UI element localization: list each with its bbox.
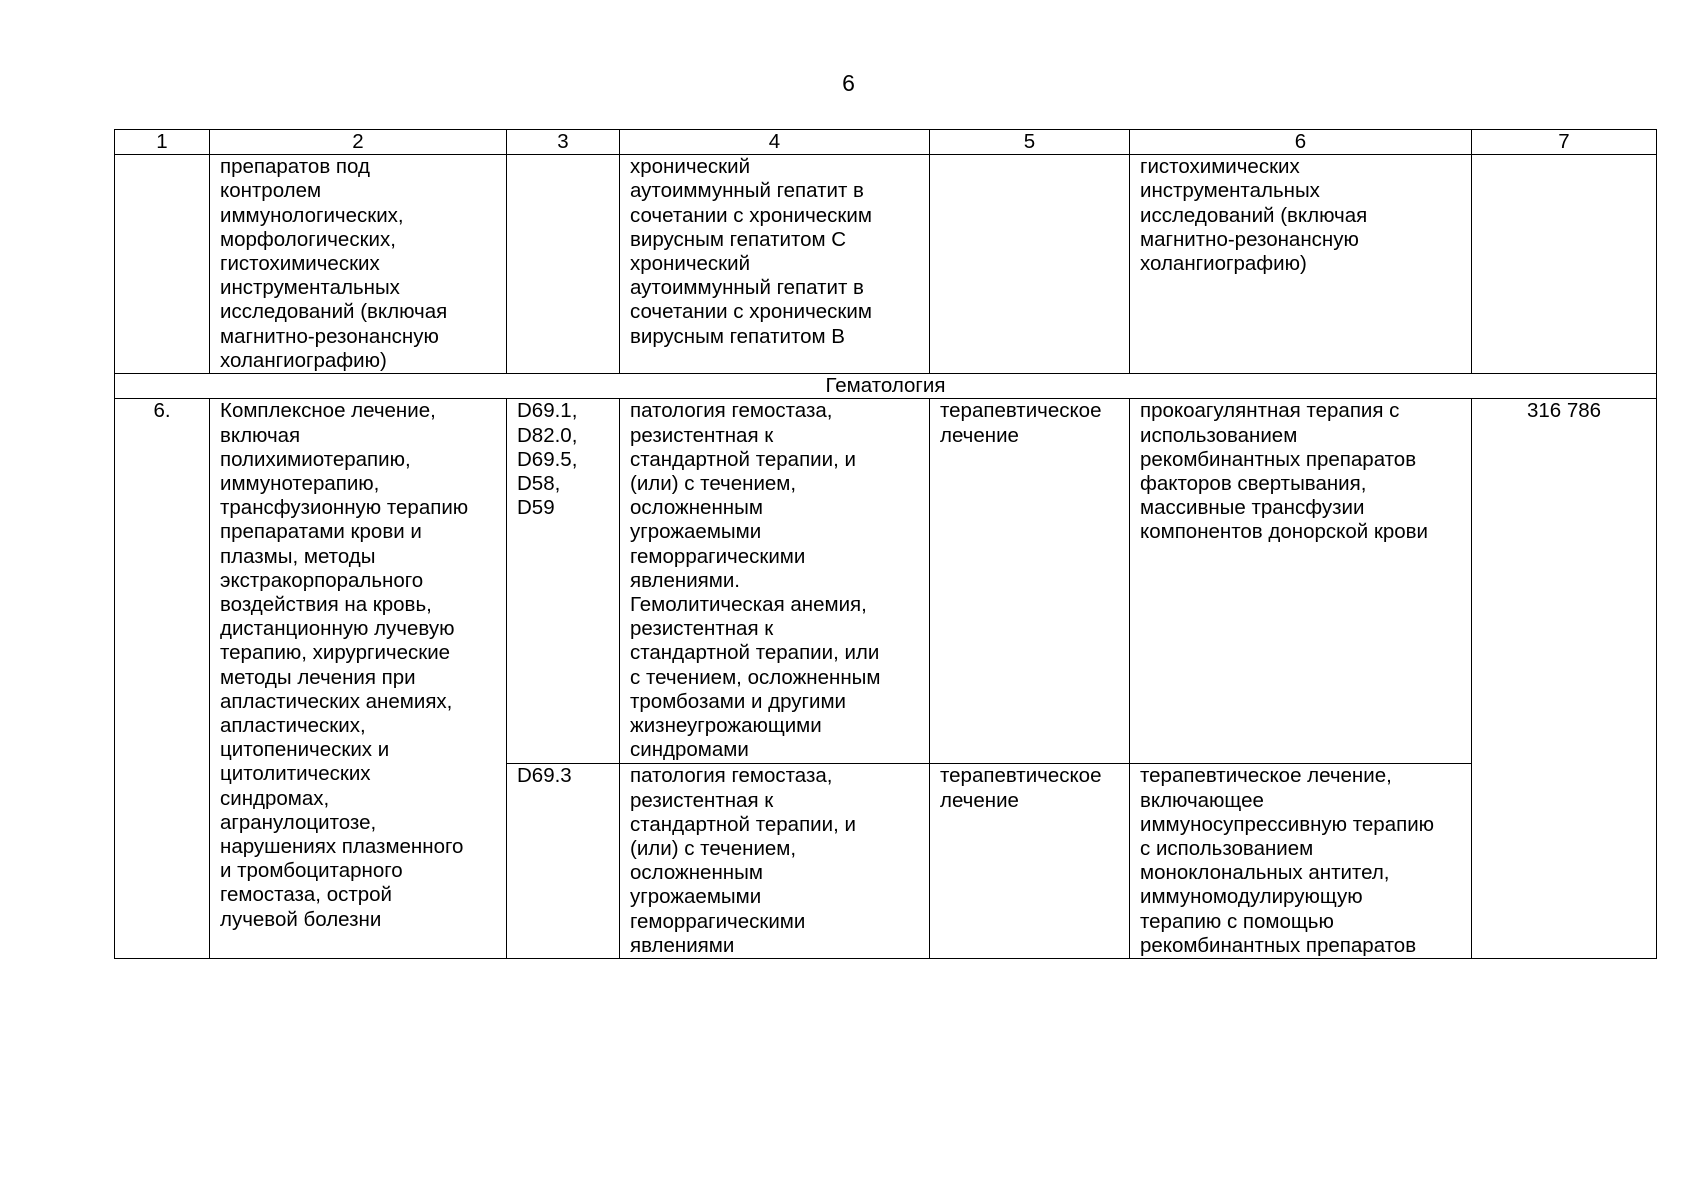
column-number-cell: 6 <box>1130 130 1472 155</box>
codes-cell: D69.1, D82.0, D69.5, D58, D59 <box>507 399 620 764</box>
column-number-cell: 3 <box>507 130 620 155</box>
continuation-row <box>115 155 1657 374</box>
column-number-cell: 2 <box>210 130 507 155</box>
treatment-type-cell: терапевтическое лечение <box>930 399 1130 764</box>
treatment-type-cell: терапевтическое лечение <box>930 764 1130 959</box>
cont-number-cell <box>115 155 210 374</box>
column-number-cell: 1 <box>115 130 210 155</box>
cont-price-cell <box>1472 155 1657 374</box>
cont-method-cell: гистохимических инструментальных исследований (включая магнитно-резонансную холангиографию) <box>1130 155 1472 374</box>
cont-model-cell: хронический аутоиммунный гепатит в сочетании с хроническим вирусным гепатитом C хронический аутоиммунный гепатит в сочетании с хроническим вирусным гепатитом B <box>620 155 930 374</box>
section-row <box>115 374 1657 399</box>
page-number: 6 <box>842 70 855 96</box>
services-table <box>114 129 1657 959</box>
description-cell: Комплексное лечение, включая полихимиотерапию, иммунотерапию, трансфузионную терапию препаратами крови и плазмы, методы экстракорпорального воздействия на кровь, дистанционную лучевую терапию, хирургические методы лечения при апластических анемиях, апластических, цитопенических и цитолитических синдромах, агранулоцитозе, нарушениях плазменного и тромбоцитарного гемостаза, острой лучевой болезни <box>210 399 507 959</box>
method-cell: терапевтическое лечение, включающее иммуносупрессивную терапию с использованием моноклональных антител, иммуномодулирующую терапию с помощью рекомбинантных препаратов <box>1130 764 1472 959</box>
column-number-cell: 7 <box>1472 130 1657 155</box>
method-cell: прокоагулянтная терапия с использованием рекомбинантных препаратов факторов свертывания, массивные трансфузии компонентов донорской крови <box>1130 399 1472 764</box>
cont-treatment-type-cell <box>930 155 1130 374</box>
codes-cell: D69.3 <box>507 764 620 959</box>
price-cell: 316 786 <box>1472 399 1657 959</box>
model-cell: патология гемостаза, резистентная к стандартной терапии, и (или) с течением, осложненным угрожаемыми геморрагическими явлениями <box>620 764 930 959</box>
section-title: Гематология <box>115 374 1657 399</box>
row-number-cell: 6. <box>115 399 210 959</box>
table-row <box>115 399 1657 764</box>
column-number-row <box>115 130 1657 155</box>
model-cell: патология гемостаза, резистентная к стандартной терапии, и (или) с течением, осложненным угрожаемыми геморрагическими явлениями. Гемолитическая анемия, резистентная к стандартной терапии, или с течением, осложненным тромбозами и другими жизнеугрожающими синдромами <box>620 399 930 764</box>
column-number-cell: 4 <box>620 130 930 155</box>
column-number-cell: 5 <box>930 130 1130 155</box>
cont-codes-cell <box>507 155 620 374</box>
cont-description-cell: препаратов под контролем иммунологических, морфологических, гистохимических инструментальных исследований (включая магнитно-резонансную холангиографию) <box>210 155 507 374</box>
